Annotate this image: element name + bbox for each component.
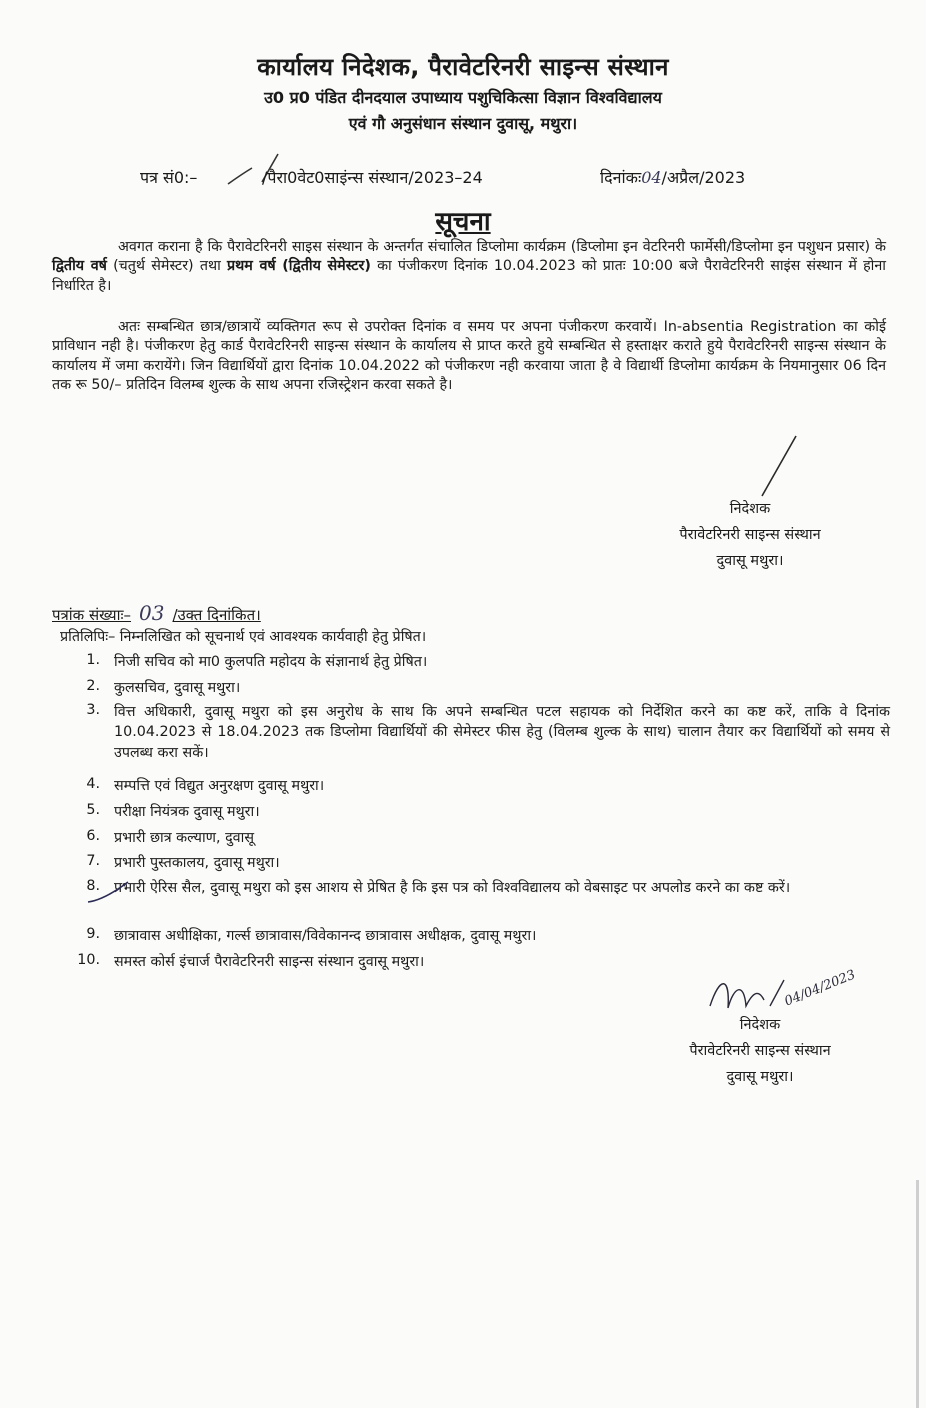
date-label: दिनांकः [600,168,642,187]
para1-text-a: अवगत कराना है कि पैरावेटरिनरी साइस संस्थान के अन्तर्गत संचालित डिप्लोमा कार्यक्रम (डिप्लोमा इन वेटरिनरी फार्मेसी/डिप्लोमा इन पशुधन प्रसार) के [118,239,886,255]
notice-paragraph-1 [52,238,886,296]
list-item-number: 1. [86,652,100,668]
signatory-designation: निदेशक [729,501,771,517]
list-item-number: 8. [86,878,100,894]
list-item-number: 3. [86,702,100,718]
signatory-place: दुवासू मथुरा। [726,1069,794,1085]
notice-title: सूचना [435,207,491,237]
date-month-year: /अप्रैल/2023 [661,168,746,187]
date-day-handwritten: 04 [641,168,662,187]
list-item-text: समस्त कोर्स इंचार्ज पैरावेटरिनरी साइन्स संस्थान दुवासू मथुरा। [114,954,425,970]
list-item-number: 4. [86,776,100,792]
copy-reference-label: पत्रांक संख्याः– [52,606,132,624]
list-item-text: प्रभारी पुस्तकालय, दुवासू मथुरा। [114,855,280,871]
list-item-text: कुलसचिव, दुवासू मथुरा। [114,680,241,696]
list-item-text: वित्त अधिकारी, दुवासू मथुरा को इस अनुरोध के साथ कि अपने सम्बन्धित पटल सहायक को निर्देशित करने का कष्ट करें, ताकि वे दिनांक 10.04.2023 से 18.04.2023 तक डिप्लोमा विद्यार्थियों की सेमेस्टर फीस हेतु (विलम्ब शुल्क के साथ) चालान तैयार कर विद्यार्थियों को समय से उपलब्ध करा सकें। [114,704,890,761]
signatory-institute: पैरावेटरिनरी साइन्स संस्थान [689,1043,831,1059]
copy-reference [52,600,261,627]
letter-number: /पैरा0वेट0साइंन्स संस्थान/2023–24 [262,168,483,187]
notice-paragraph-2: अतः सम्बन्धित छात्र/छात्रायें व्यक्तिगत रूप से उपरोक्त दिनांक व समय पर अपना पंजीकरण करवायें। In-absentia Registration का कोई प्राविधान नही है। पंजीकरण हेतु कार्ड पैरावेटरिनरी साइन्स संस्थान के कार्यालय से प्राप्त करते हुये सम्बन्धित से हस्ताक्षर कराते हुये पैरावेटरिनरी साइन्स संस्थान के कार्यालय में जमा करायेंगे। जिन विद्यार्थियों द्वारा दिनांक 10.04.2022 को पंजीकरण नही करवाया जाता है वे विद्यार्थी डिप्लोमा कार्यक्रम के नियमानुसार 06 दिन तक रू 50/– प्रतिदिन विलम्ब शुल्क के साथ अपना रजिस्ट्रेशन करवा सकते है। [52,319,886,393]
list-item-number: 9. [86,926,100,942]
list-item-number: 10. [77,952,100,968]
svg-text:04/04/2023: 04/04/2023 [782,967,858,1010]
signature-block-1 [620,496,880,574]
para1-text-c: (चतुर्थ सेमेस्टर) तथा [106,258,227,275]
letter-number-label: पत्र सं0:– [140,168,198,187]
list-item-number: 2. [86,678,100,694]
university-name: उ0 प्र0 पंडित दीनदयाल उपाध्याय पशुचिकित्सा विज्ञान विश्वविद्यालय [264,88,662,107]
list-item-text: प्रभारी ऐरिस सैल, दुवासू मथुरा को इस आशय से प्रेषित है कि इस पत्र को विश्वविद्यालय को वेबसाइट पर अपलोड करने का कष्ट करें। [114,880,791,896]
list-item-number: 7. [86,853,100,869]
copy-reference-rest: /उक्त दिनांकित। [172,606,261,624]
para1-bold-first-year: प्रथम वर्ष (द्वितीय सेमेस्टर) [227,258,371,275]
list-item-text: छात्रावास अधीक्षिका, गर्ल्स छात्रावास/विवेकानन्द छात्रावास अधीक्षक, दुवासू मथुरा। [114,928,537,944]
signature-stroke [752,432,802,502]
list-item-number: 6. [86,828,100,844]
date-field [600,166,745,188]
para1-bold-second-year: द्वितीय वर्ष [52,258,107,275]
copy-intro: प्रतिलिपिः– निम्नलिखित को सूचनार्थ एवं आवश्यक कार्यवाही हेतु प्रेषित। [60,629,427,645]
para1-text-e: का पंजीकरण दिनांक 10.04.2023 को प्रातः 10:00 बजे पैरावेटरिनरी साइंस संस्थान में होना निर्धारित है। [52,258,887,294]
university-address: एवं गौ अनुसंधान संस्थान दुवासू, मथुरा। [348,114,578,133]
handwritten-tick-mark [84,878,134,908]
list-item-text: प्रभारी छात्र कल्याण, दुवासू [114,830,254,846]
office-heading: कार्यालय निदेशक, पैरावेटरिनरी साइन्स संस्थान [257,53,669,81]
list-item-text: सम्पत्ति एवं विद्युत अनुरक्षण दुवासू मथुरा। [114,778,325,794]
signatory-place: दुवासू मथुरा। [716,553,784,569]
scan-edge-artifact [916,1180,919,1408]
list-item-text: परीक्षा नियंत्रक दुवासू मथुरा। [114,804,260,820]
list-item-number: 5. [86,802,100,818]
signatory-designation: निदेशक [739,1017,781,1033]
signatory-institute: पैरावेटरिनरी साइन्स संस्थान [679,527,821,543]
list-item-text: निजी सचिव को मा0 कुलपति महोदय के संज्ञानार्थ हेतु प्रेषित। [114,654,428,670]
copy-reference-number: 03 [139,601,165,625]
signature-block-2 [630,1012,890,1090]
